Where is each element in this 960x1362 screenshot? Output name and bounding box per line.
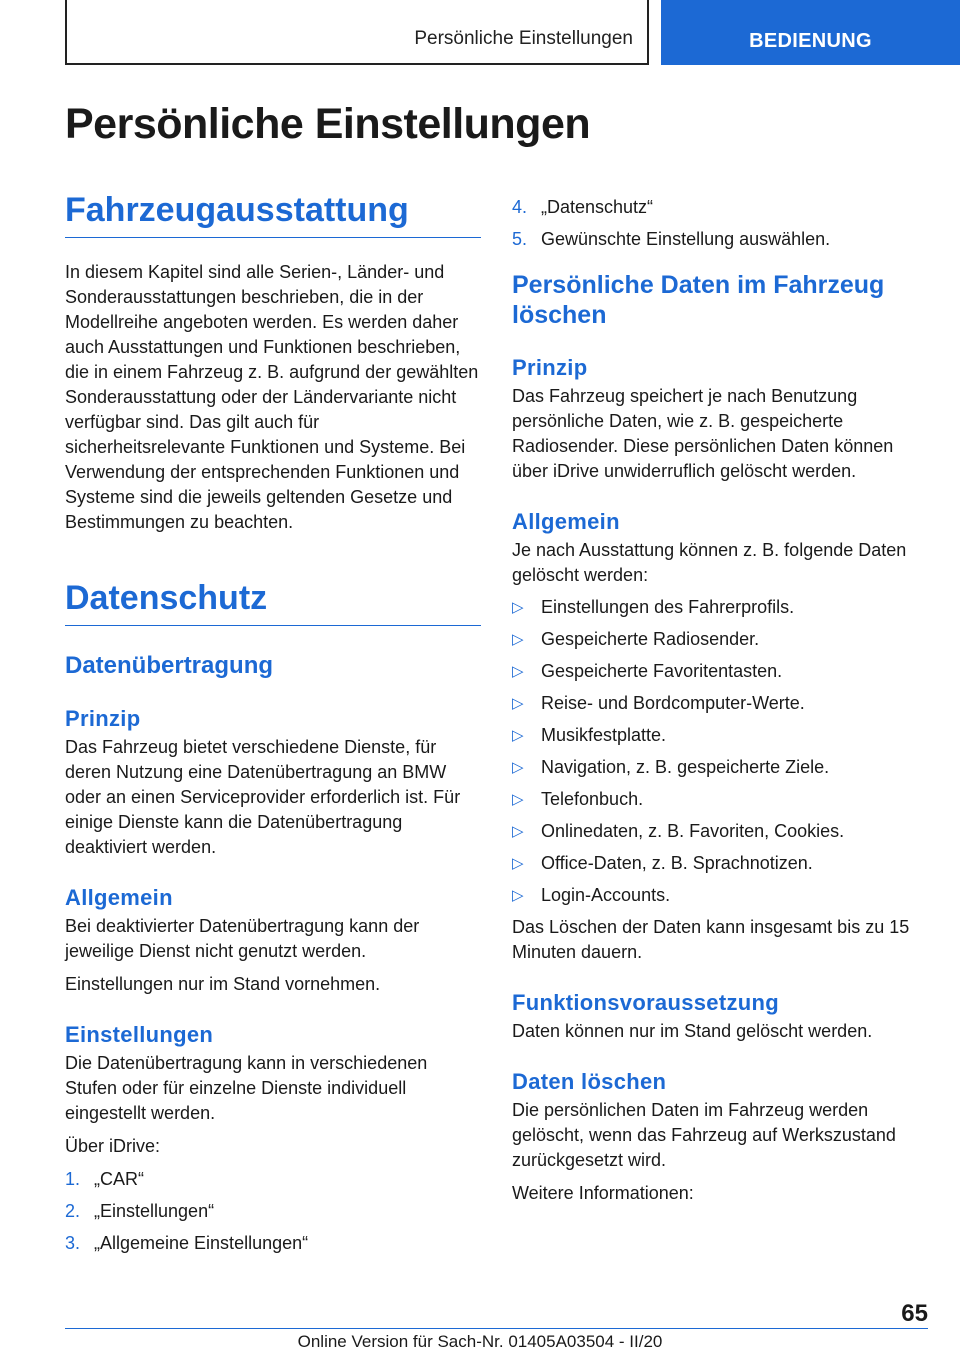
list-item-text: Login-Accounts. <box>541 885 671 905</box>
list-item <box>512 787 928 812</box>
step-number: 1. <box>65 1169 81 1189</box>
paragraph-allgemein: Je nach Ausstattung können z. B. folgende Daten gelöscht werden: <box>512 540 907 585</box>
paragraph-weitere-informationen: Weitere Informationen: <box>512 1183 694 1203</box>
paragraph-einstellungen-2: Über iDrive: <box>65 1136 161 1156</box>
triangle-bullet-icon: ▷ <box>512 823 524 840</box>
heading-daten-im-fahrzeug-loeschen: Persönliche Daten im Fahrzeug löschen <box>512 271 885 329</box>
list-item-text: Reise- und Bordcomputer-Werte. <box>541 693 805 713</box>
chapter-title: BEDIENUNG <box>749 30 872 52</box>
triangle-bullet-icon: ▷ <box>512 599 524 616</box>
step-text: Gewünschte Einstellung auswählen. <box>541 229 831 249</box>
list-item <box>512 883 928 908</box>
step-text: „CAR“ <box>94 1169 144 1189</box>
list-item <box>65 1199 481 1224</box>
paragraph-dauer: Das Löschen der Daten kann insgesamt bis zu 15 Minuten dauern. <box>512 917 910 962</box>
list-item <box>65 1231 481 1256</box>
paragraph-allgemein-2: Einstellungen nur im Stand vornehmen. <box>65 974 381 994</box>
paragraph-funktionsvoraussetzung: Daten können nur im Stand gelöscht werden. <box>512 1021 873 1041</box>
paragraph-fahrzeugausstattung: In diesem Kapitel sind alle Serien-, Länder- und Sonderausstattungen beschrieben, die in der Modellreihe angeboten werden. Es werden daher auch Ausstattungen und Funktionen beschrieben, die in einem Fahrzeug z. B. aufgrund der gewählten Sonderausstattung oder der Ländervariante nicht verfügbar sind. Das gilt auch für sicherheitsrelevante Funktionen und Systeme. Bei Verwendung der entsprechenden Funktionen und Systeme sind die jeweils geltenden Gesetze und Bestimmungen zu beachten. <box>65 262 479 532</box>
list-item <box>512 819 928 844</box>
heading-daten-loeschen: Daten löschen <box>512 1069 667 1094</box>
triangle-bullet-icon: ▷ <box>512 855 524 872</box>
heading-datenschutz: Datenschutz <box>65 578 481 626</box>
step-number: 4. <box>512 197 528 217</box>
paragraph-allgemein-1: Bei deaktivierter Datenübertragung kann der jeweilige Dienst nicht genutzt werden. <box>65 916 420 961</box>
step-text: „Datenschutz“ <box>541 197 654 217</box>
list-item-text: Onlinedaten, z. B. Favoriten, Cookies. <box>541 821 845 841</box>
triangle-bullet-icon: ▷ <box>512 695 524 712</box>
list-item <box>512 851 928 876</box>
right-column <box>512 190 928 1206</box>
heading-datenuebertragung: Datenübertragung <box>65 652 274 679</box>
list-item <box>512 195 928 220</box>
paragraph-prinzip: Das Fahrzeug speichert je nach Benutzung persönliche Daten, wie z. B. gespeicherte Radiosender. Diese persönlichen Daten können über iDrive unwiderruflich gelöscht werden. <box>512 386 894 481</box>
heading-funktionsvoraussetzung: Funktionsvoraussetzung <box>512 990 779 1015</box>
list-item <box>512 659 928 684</box>
footer-divider <box>65 1328 928 1329</box>
footer-text: Online Version für Sach-Nr. 01405A03504 - II/20 <box>297 1332 663 1351</box>
list-item <box>512 627 928 652</box>
triangle-bullet-icon: ▷ <box>512 727 524 744</box>
paragraph-einstellungen-1: Die Datenübertragung kann in verschiedenen Stufen oder für einzelne Dienste individuell eingestellt werden. <box>65 1053 428 1123</box>
triangle-bullet-icon: ▷ <box>512 759 524 776</box>
list-item-text: Office-Daten, z. B. Sprachnotizen. <box>541 853 813 873</box>
triangle-bullet-icon: ▷ <box>512 887 524 904</box>
paragraph-daten-loeschen: Die persönlichen Daten im Fahrzeug werden gelöscht, wenn das Fahrzeug auf Werkszustand zurückgesetzt wird. <box>512 1100 896 1170</box>
steps-list-left <box>65 1167 481 1256</box>
list-item <box>512 723 928 748</box>
heading-einstellungen: Einstellungen <box>65 1022 214 1047</box>
list-item-text: Einstellungen des Fahrerprofils. <box>541 597 795 617</box>
left-column <box>65 190 481 1256</box>
page-header <box>65 0 960 65</box>
list-item <box>512 691 928 716</box>
list-item-text: Telefonbuch. <box>541 789 644 809</box>
list-item <box>512 755 928 780</box>
step-number: 5. <box>512 229 528 249</box>
list-item <box>512 595 928 620</box>
heading-prinzip: Prinzip <box>65 706 141 731</box>
triangle-bullet-icon: ▷ <box>512 631 524 648</box>
step-number: 3. <box>65 1233 81 1253</box>
triangle-bullet-icon: ▷ <box>512 663 524 680</box>
step-text: „Allgemeine Einstellungen“ <box>94 1233 309 1253</box>
deletable-data-list <box>512 595 928 908</box>
page-number: 65 <box>901 1300 928 1327</box>
step-text: „Einstellungen“ <box>94 1201 215 1221</box>
list-item <box>65 1167 481 1192</box>
triangle-bullet-icon: ▷ <box>512 791 524 808</box>
list-item <box>512 227 928 252</box>
list-item-text: Gespeicherte Favoritentasten. <box>541 661 783 681</box>
list-item-text: Musikfestplatte. <box>541 725 667 745</box>
section-tab <box>65 0 649 65</box>
list-item-text: Navigation, z. B. gespeicherte Ziele. <box>541 757 830 777</box>
list-item-text: Gespeicherte Radiosender. <box>541 629 760 649</box>
heading-prinzip: Prinzip <box>512 355 588 380</box>
heading-allgemein: Allgemein <box>65 885 173 910</box>
heading-fahrzeugausstattung: Fahrzeugausstattung <box>65 190 481 238</box>
page-title: Persönliche Einstellungen <box>65 100 591 148</box>
step-number: 2. <box>65 1201 81 1221</box>
chapter-tab <box>661 0 960 65</box>
paragraph-prinzip: Das Fahrzeug bietet verschiedene Dienste, für deren Nutzung eine Datenübertragung an BMW oder an einen Serviceprovider erforderlich ist. Für einige Dienste kann die Datenübertragung deaktiviert werden. <box>65 737 461 857</box>
heading-allgemein: Allgemein <box>512 509 620 534</box>
section-title: Persönliche Einstellungen <box>414 28 633 49</box>
